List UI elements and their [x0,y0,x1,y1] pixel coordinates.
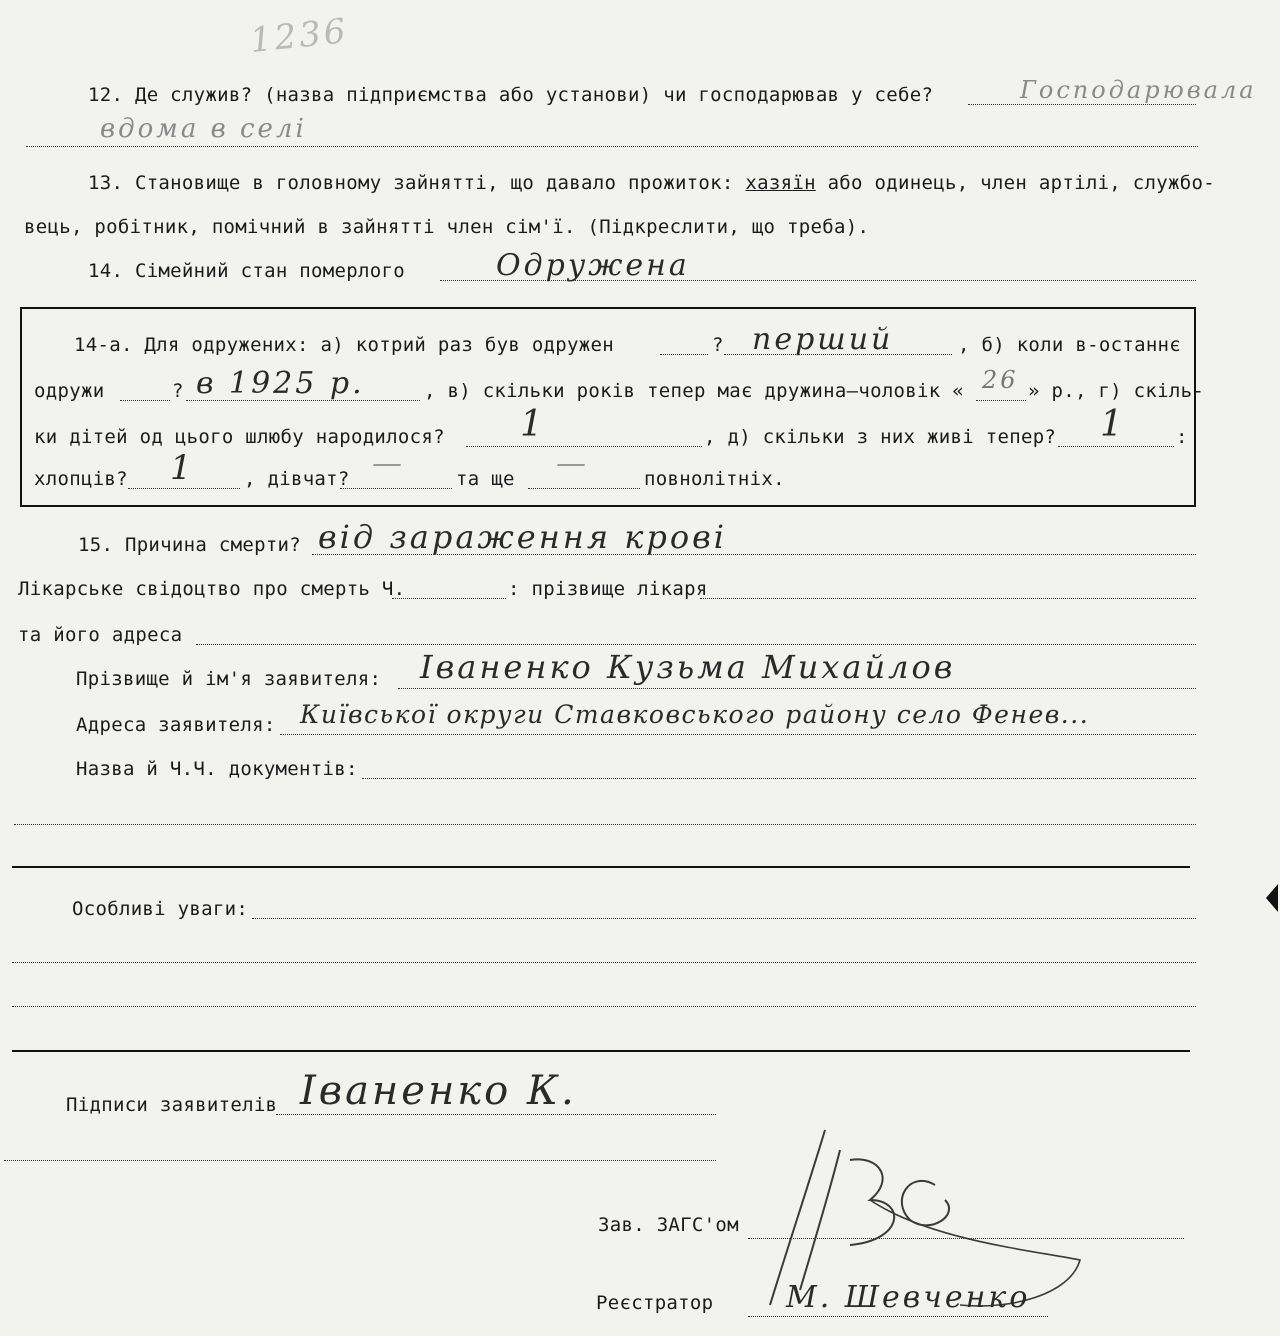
q14a-l1-a: 14-а. Для одружених: а) котрий раз був одружен [74,334,614,356]
q13-line-1 [88,172,1215,194]
medical-label-a: Лікарське свідоцтво про смерть Ч. [18,578,406,600]
applicant-signature-line [276,1114,716,1115]
q14a-l1-b: , б) коли в-останнє [958,334,1182,356]
notes-line-2 [12,962,1196,963]
q14a-more-line [528,488,640,489]
q15-answer: від зараження крові [318,518,727,556]
q14a-line-1 [74,334,614,356]
q14-label: 14. Сімейний стан померлого [88,260,405,282]
q14a-l2-c: » р., г) скіль- [1028,380,1205,402]
q14a-d-answer: 1 [1100,404,1126,445]
section-divider-1 [12,866,1190,868]
applicant-signature: Іваненко К. [300,1068,577,1114]
q12-answer-line [968,104,1196,105]
section-divider-2 [12,1050,1190,1052]
doctor-address-line [196,644,1196,645]
q13-line-2: вець, робітник, помічний в зайнятті член сім'ї. (Підкреслити, що треба). [24,216,870,238]
medical-label-b: : прізвище лікаря [508,578,708,600]
q14a-d-answer-line [1058,446,1174,447]
q14a-l4-c: та ще [456,468,515,490]
applicant-address-line [280,734,1196,735]
q14a-b-line-1 [120,400,170,401]
q14a-boys-answer: 1 [170,448,195,488]
q14a-l3-a: ки дітей од цього шлюбу народилося? [34,426,445,448]
q14-answer: Одружена [496,248,690,283]
documents-line-2 [14,824,1196,825]
q12-label: 12. Де служив? (назва підприємства або установи) чи господарював у себе? [88,84,934,106]
notes-line-3 [12,1006,1196,1007]
applicant-address-answer: Київської округи Ставковського району село Фенев... [300,700,1090,729]
q14a-girls-answer: — [372,446,405,481]
doctor-address-label: та його адреса [18,624,183,646]
q14a-l2-b: , в) скільки років тепер має дружина—чоловік « [424,380,964,402]
q14a-l4-a: хлопців? [34,468,128,490]
registrar-label: Реєстратор [596,1292,714,1314]
registrar-signature: М. Шевченко [786,1280,1031,1315]
q14a-a-line [660,354,708,355]
q14a-l3-c: : [1176,426,1188,448]
q12-answer-1: Господарювала [1020,76,1257,104]
q14a-v-answer-line [976,400,1026,401]
q12-answer-2: вдома в селі [100,114,307,144]
q14a-l4-b: , дівчат? [244,468,350,490]
q15-label: 15. Причина смерти? [78,534,302,556]
q14a-v-answer: 26 [982,366,1019,394]
applicant-signature-line-2 [4,1160,716,1161]
q14a-more-answer: — [556,446,589,481]
applicant-signature-label: Підписи заявителів [66,1094,278,1116]
notes-label: Особливі уваги: [72,898,249,920]
applicant-name-line [398,688,1196,689]
q13-underlined-owner: хазяїн [745,172,816,194]
applicant-name-label: Прізвище й ім'я заявителя: [76,668,382,690]
registrar-signature-line [748,1316,1048,1317]
q14a-g-answer: 1 [520,404,546,445]
q14a-l3-b: , д) скільки з них живі тепер? [704,426,1057,448]
q12-answer-line-2 [26,146,1198,147]
q14a-l4-d: повнолітніх. [644,468,785,490]
zags-head-label: Зав. ЗАГС'ом [598,1214,739,1236]
q14a-l2-q: ? [172,380,184,402]
medical-number-line [392,598,506,599]
documents-label: Назва й Ч.Ч. документів: [76,758,358,780]
margin-mark-icon [1266,884,1278,912]
documents-line-1 [362,778,1196,779]
q14a-b-answer: в 1925 р. [196,366,365,401]
q14a-l1-q: ? [712,334,724,356]
q14a-girls-line [340,488,452,489]
faint-record-number: 1236 [248,10,351,62]
applicant-name-answer: Іваненко Кузьма Михайлов [420,648,956,686]
applicant-address-label: Адреса заявителя: [76,714,276,736]
q14a-a-answer: перший [752,322,894,357]
q14a-boys-line [128,488,240,489]
q13-label-post: або одинець, член артілі, службо- [815,172,1215,194]
notes-line-1 [252,918,1196,919]
doctor-name-line [700,598,1196,599]
q14a-l2-a: одружи [34,380,105,402]
q13-label-pre: 13. Становище в головному зайнятті, що давало прожиток: [88,172,746,194]
